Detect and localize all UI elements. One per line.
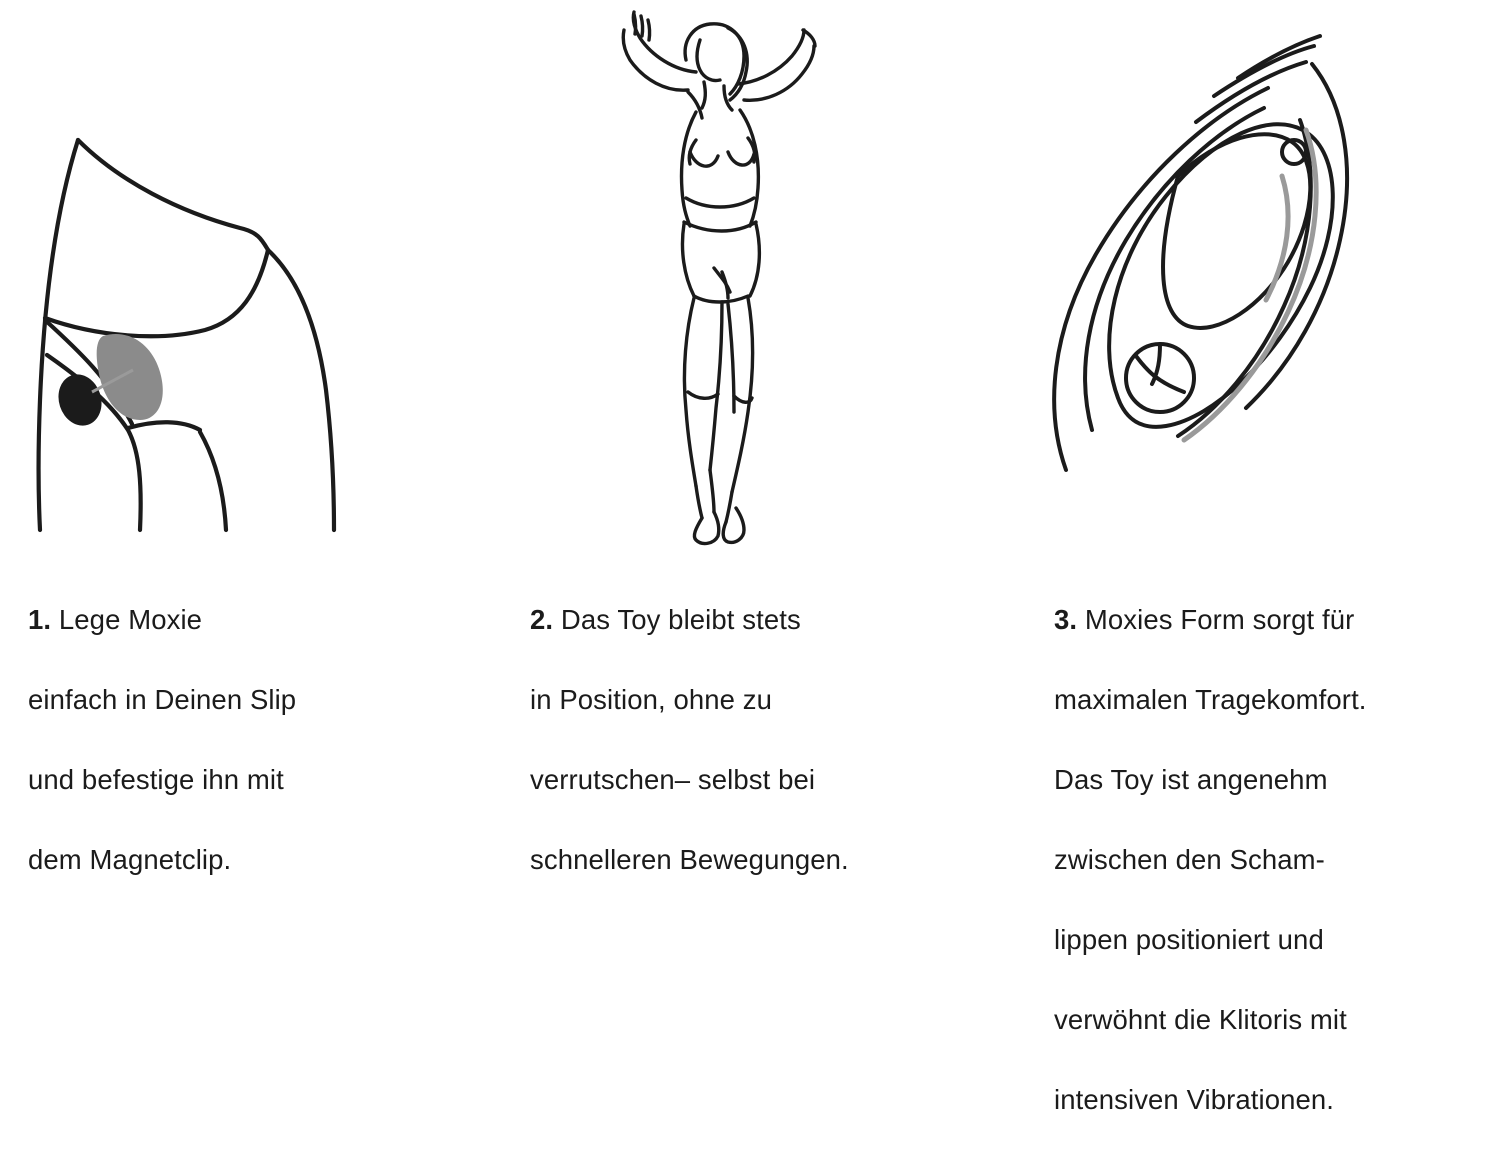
caption-line: dem Magnetclip. bbox=[28, 844, 232, 875]
caption-line: Das Toy bleibt stets bbox=[560, 604, 801, 635]
panel-step-2 bbox=[500, 0, 1000, 875]
caption-line: Lege Moxie bbox=[58, 604, 203, 635]
panel-step-1 bbox=[0, 0, 500, 875]
caption-line: maximalen Tragekomfort. bbox=[1054, 684, 1367, 715]
caption-line: schnelleren Bewegungen. bbox=[530, 844, 849, 875]
caption-line: einfach in Deinen Slip bbox=[28, 684, 297, 715]
panel-step-3 bbox=[1000, 0, 1500, 1115]
step-number-2: 2. bbox=[530, 604, 554, 635]
caption-line: lippen positioniert und bbox=[1054, 924, 1324, 955]
caption-step-2 bbox=[500, 560, 1000, 920]
caption-line: und befestige ihn mit bbox=[28, 764, 284, 795]
caption-line: Das Toy ist angenehm bbox=[1054, 764, 1328, 795]
toy-between-labia-closeup-illustration bbox=[1000, 0, 1500, 560]
caption-line: intensiven Vibrationen. bbox=[1054, 1084, 1335, 1115]
caption-line: verwöhnt die Klitoris mit bbox=[1054, 1004, 1347, 1035]
caption-line: Moxies Form sorgt für bbox=[1084, 604, 1355, 635]
caption-step-1 bbox=[0, 560, 500, 920]
caption-line: in Position, ohne zu bbox=[530, 684, 773, 715]
hips-with-slip-and-magnetclip-illustration bbox=[0, 0, 500, 560]
step-number-1: 1. bbox=[28, 604, 52, 635]
toy-body-shape bbox=[97, 334, 163, 420]
caption-step-3 bbox=[1000, 560, 1500, 1160]
caption-line: verrutschen– selbst bei bbox=[530, 764, 816, 795]
step-number-3: 3. bbox=[1054, 604, 1078, 635]
standing-woman-dancing-illustration bbox=[500, 0, 1000, 560]
caption-line: zwischen den Scham- bbox=[1054, 844, 1325, 875]
